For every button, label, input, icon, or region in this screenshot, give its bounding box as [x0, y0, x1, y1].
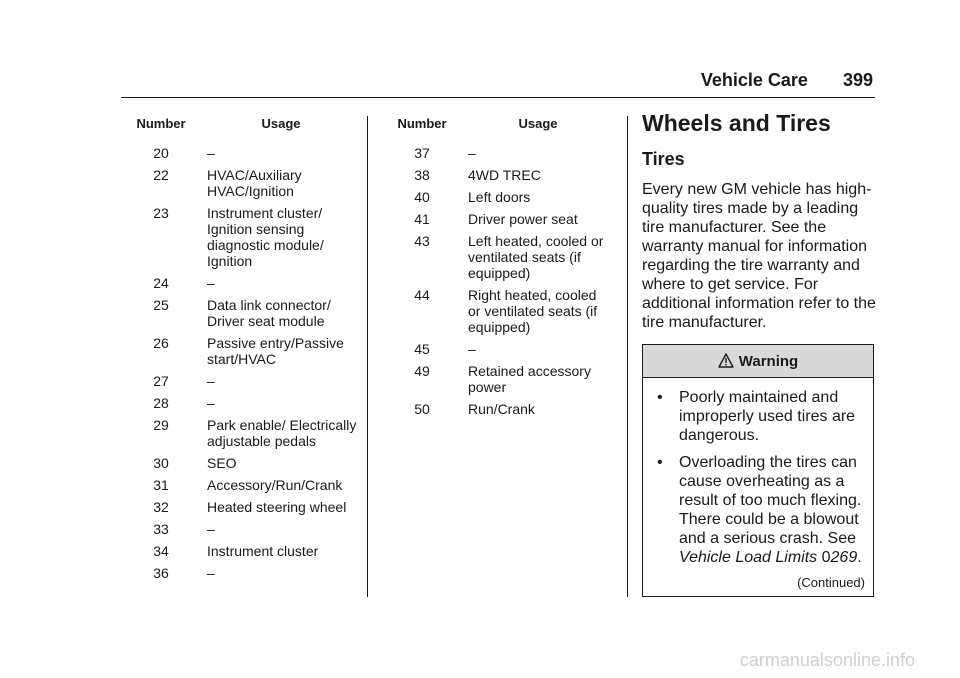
fuse-usage: Passive entry/Passive start/HVAC: [207, 335, 344, 367]
fuse-number: 38: [414, 167, 430, 183]
fuse-number: 45: [414, 341, 430, 357]
table-row: [121, 395, 361, 411]
table-row: [382, 167, 614, 183]
fuse-usage: Left heated, cooled or ventilated seats (if equipped): [468, 233, 604, 281]
column-header-number: Number: [136, 116, 186, 131]
table-row: [121, 297, 361, 329]
table-row: [382, 341, 614, 357]
fuse-number: 20: [153, 145, 169, 161]
section-subheading: Tires: [642, 149, 685, 169]
table-body: [382, 145, 614, 417]
warning-triangle-icon: [718, 353, 734, 369]
fuse-number: 36: [153, 565, 169, 581]
fuse-usage: HVAC/Auxiliary HVAC/Ignition: [207, 167, 302, 199]
warning-header: [643, 345, 873, 378]
page-header: [0, 70, 873, 91]
fuse-usage: –: [468, 145, 476, 161]
header-title: Vehicle Care: [700, 70, 808, 90]
bullet-end: .: [857, 549, 862, 566]
fuse-usage: –: [207, 521, 215, 537]
fuse-usage: Park enable/ Electrically adjustable pedals: [207, 417, 357, 449]
table-row: [121, 455, 361, 471]
fuse-usage: Data link connector/ Driver seat module: [207, 297, 331, 329]
column-header-usage: Usage: [518, 116, 558, 131]
fuse-number: 41: [414, 211, 430, 227]
table-row: [121, 145, 361, 161]
fuse-usage: –: [207, 275, 215, 291]
fuse-usage: SEO: [207, 455, 237, 471]
fuse-number: 40: [414, 189, 430, 205]
fuse-usage: Driver power seat: [468, 211, 578, 227]
fuse-usage: Run/Crank: [468, 401, 535, 417]
page-reference-number[interactable]: 269: [830, 549, 858, 566]
fuse-number: 31: [153, 477, 169, 493]
table-row: [121, 275, 361, 291]
table-row: [121, 565, 361, 581]
fuse-number: 49: [414, 363, 430, 379]
table-body: [121, 145, 361, 581]
fuse-number: 25: [153, 297, 169, 313]
table-row: [121, 521, 361, 537]
fuse-table-left: [121, 116, 361, 587]
fuse-usage: Instrument cluster: [207, 543, 319, 559]
fuse-number: 22: [153, 167, 169, 183]
fuse-usage: Right heated, cooled or ventilated seats (if equipped): [468, 287, 598, 335]
table-header: [121, 116, 361, 132]
fuse-usage: –: [207, 395, 215, 411]
table-row: [121, 477, 361, 493]
table-row: [382, 233, 614, 281]
fuse-number: 50: [414, 401, 430, 417]
fuse-number: 34: [153, 543, 169, 559]
table-row: [382, 145, 614, 161]
fuse-number: 43: [414, 233, 430, 249]
warning-title: Warning: [738, 352, 799, 370]
fuse-usage: 4WD TREC: [468, 167, 541, 183]
fuse-number: 23: [153, 205, 169, 221]
page-number: 399: [842, 70, 873, 90]
fuse-usage: Heated steering wheel: [207, 499, 347, 515]
bullet-text: Poorly maintained and improperly used tires are dangerous.: [679, 389, 856, 444]
fuse-usage: –: [207, 565, 215, 581]
fuse-usage: –: [207, 373, 215, 389]
table-row: [382, 401, 614, 417]
section-heading: Wheels and Tires: [642, 110, 831, 136]
warning-bullet: [657, 453, 865, 567]
table-row: [121, 205, 361, 269]
fuse-table-right: [382, 116, 614, 423]
column-header-usage: Usage: [261, 116, 301, 131]
bullet-text-main: Overloading the tires can cause overheating as a result of too much flexing. There could be a blowout and a serious crash. See: [679, 454, 862, 547]
warning-bullet: [657, 388, 865, 445]
fuse-number: 33: [153, 521, 169, 537]
fuse-number: 27: [153, 373, 169, 389]
fuse-usage: Instrument cluster/ Ignition sensing diagnostic module/ Ignition: [207, 205, 324, 269]
watermark: [0, 650, 960, 671]
fuse-number: 30: [153, 455, 169, 471]
fuse-usage: Accessory/Run/Crank: [207, 477, 343, 493]
table-row: [121, 335, 361, 367]
table-row: [121, 417, 361, 449]
table-row: [382, 211, 614, 227]
fuse-usage: –: [207, 145, 215, 161]
bullet-marker: •: [657, 389, 663, 406]
fuse-number: 24: [153, 275, 169, 291]
tires-section: [642, 110, 876, 597]
bullet-text: [679, 453, 865, 567]
fuse-number: 37: [414, 145, 430, 161]
page-reference-arrow: 0: [821, 549, 831, 566]
table-row: [121, 543, 361, 559]
continued-label: (Continued): [797, 575, 865, 590]
table-row: [382, 189, 614, 205]
column-divider: [627, 116, 628, 597]
watermark-text: carmanualsonline.info: [739, 650, 915, 670]
table-row: [121, 167, 361, 199]
table-row: [121, 373, 361, 389]
fuse-number: 32: [153, 499, 169, 515]
warning-body: [643, 378, 873, 596]
intro-paragraph: Every new GM vehicle has high-quality tires made by a leading tire manufacturer. See the warranty manual for information regarding the tire warranty and where to get service. For additional information refer to the tire manufacturer.: [642, 181, 876, 331]
header-rule: [121, 97, 875, 98]
column-header-number: Number: [397, 116, 447, 131]
warning-box: [642, 344, 874, 597]
bullet-marker: •: [657, 454, 663, 471]
fuse-number: 26: [153, 335, 169, 351]
fuse-usage: Retained accessory power: [468, 363, 591, 395]
cross-reference-link[interactable]: Vehicle Load Limits: [679, 549, 818, 566]
fuse-number: 28: [153, 395, 169, 411]
column-divider: [367, 116, 368, 597]
table-row: [382, 287, 614, 335]
table-header: [382, 116, 614, 132]
fuse-number: 44: [414, 287, 430, 303]
table-row: [121, 499, 361, 515]
fuse-usage: –: [468, 341, 476, 357]
table-row: [382, 363, 614, 395]
fuse-number: 29: [153, 417, 169, 433]
fuse-usage: Left doors: [468, 189, 531, 205]
